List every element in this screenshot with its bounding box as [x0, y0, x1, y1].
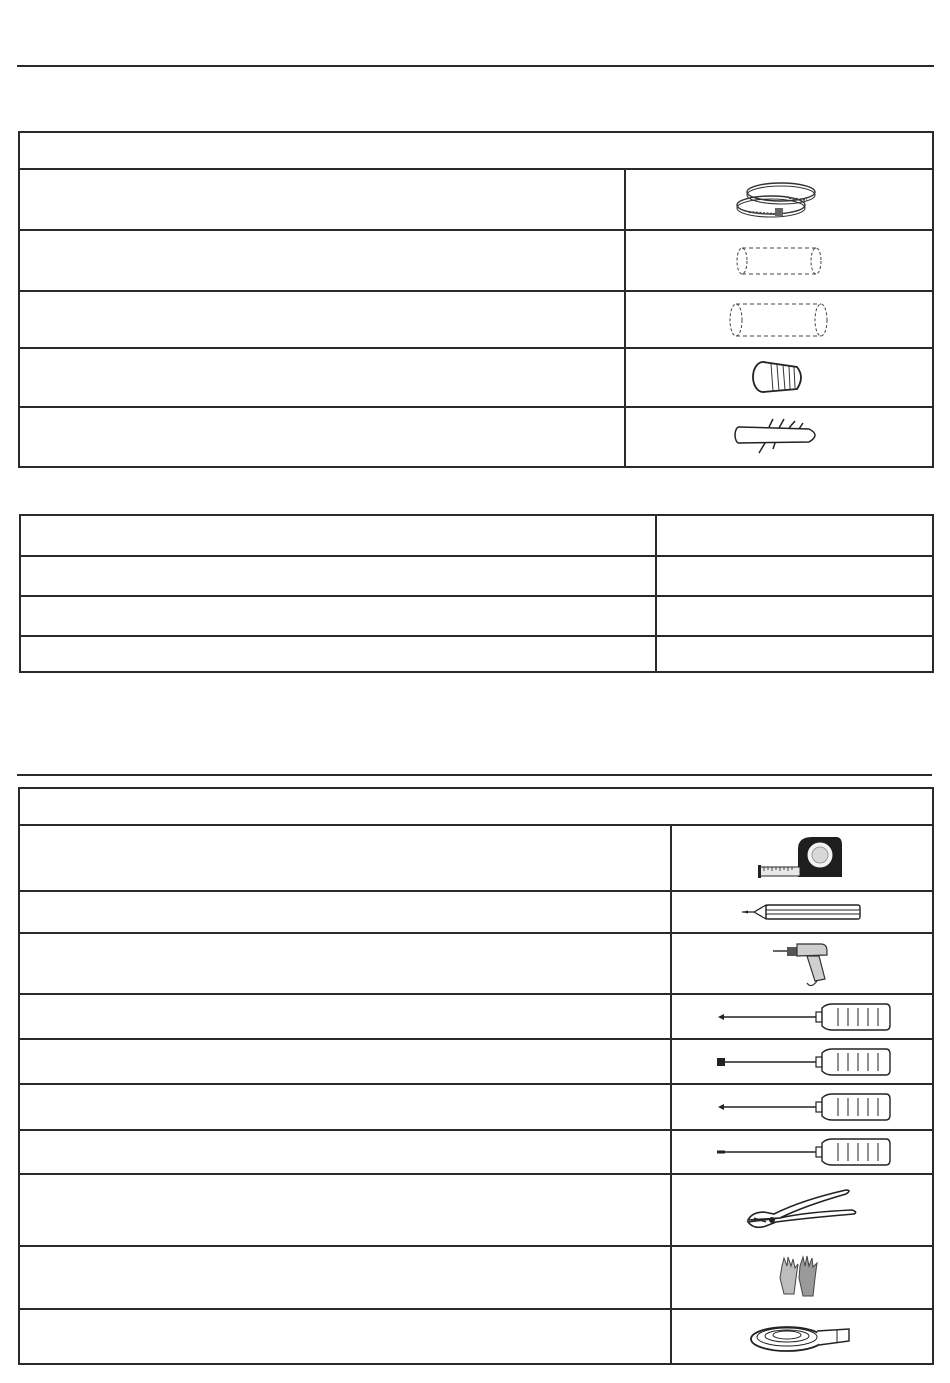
table-row [21, 637, 932, 671]
table-row [20, 231, 932, 292]
table-row [20, 1175, 932, 1247]
table-row [20, 408, 932, 466]
table-row [21, 557, 932, 597]
pliers-icon [742, 1182, 862, 1238]
table-row [20, 1247, 932, 1310]
tape-roll-icon [747, 1319, 857, 1355]
flat-screwdriver-icon [712, 1135, 892, 1169]
table-row [20, 1310, 932, 1363]
pencil-icon [740, 902, 864, 922]
parts-table-header [20, 133, 932, 170]
table-row [20, 995, 932, 1040]
power-drill-icon [767, 939, 837, 989]
table-row [20, 892, 932, 934]
specs-table [19, 514, 934, 673]
top-divider [17, 65, 934, 67]
table-row [21, 597, 932, 637]
table-row [20, 292, 932, 349]
table-row [20, 170, 932, 231]
table-row [21, 516, 932, 557]
table-row [20, 826, 932, 892]
table-row [20, 349, 932, 408]
small-sleeve-icon [734, 243, 824, 279]
tape-measure-icon [752, 833, 852, 883]
phillips-screwdriver-icon [712, 1000, 892, 1034]
tools-table [18, 787, 934, 1365]
parts-table [18, 131, 934, 468]
table-row [20, 934, 932, 995]
table-row [20, 1085, 932, 1131]
tools-table-header [20, 789, 932, 826]
hex-screwdriver-icon [712, 1045, 892, 1079]
hose-clamps-icon [729, 178, 829, 222]
wall-anchor-icon [729, 415, 829, 459]
small-phillips-screwdriver-icon [712, 1090, 892, 1124]
table-row [20, 1040, 932, 1085]
table-row [20, 1131, 932, 1175]
large-sleeve-icon [727, 300, 831, 340]
work-gloves-icon [772, 1254, 832, 1302]
section-divider [17, 774, 932, 776]
wire-nut-icon [749, 355, 809, 401]
